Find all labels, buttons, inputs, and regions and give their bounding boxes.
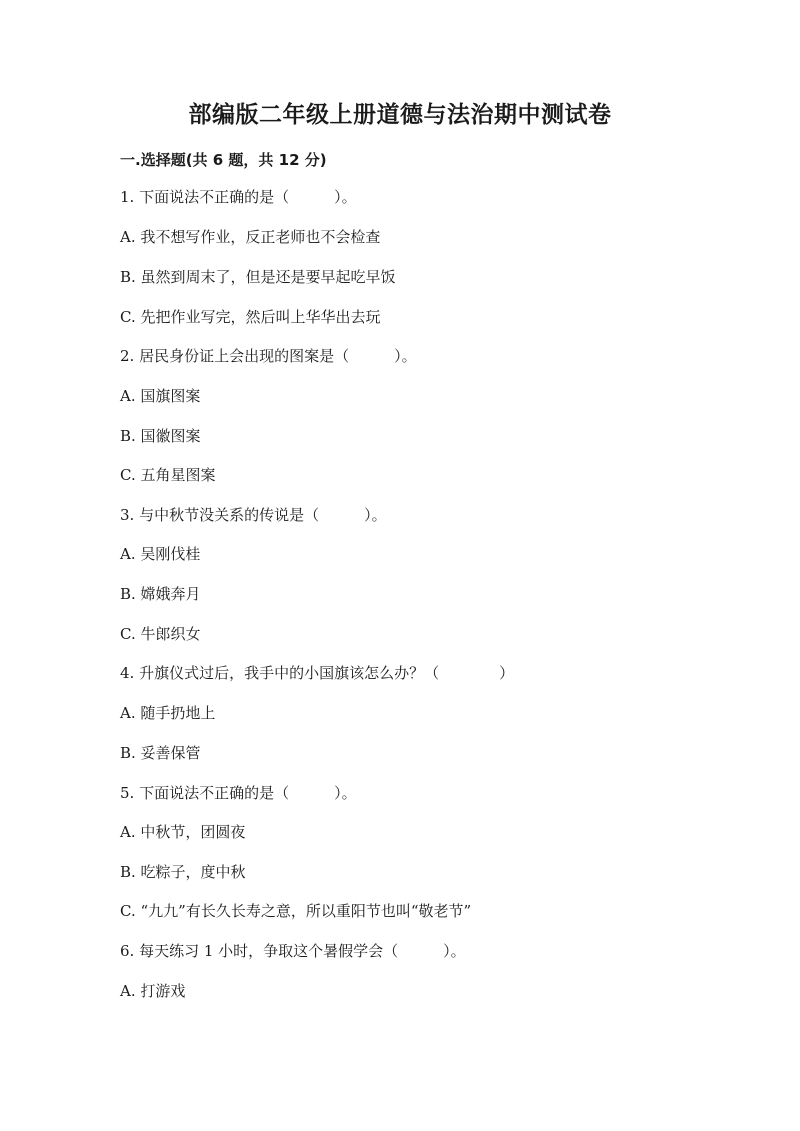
question-stem-4: 4. 升旗仪式过后，我手中的小国旗该怎么办？（ ） [120,664,515,682]
question-3-option-b: B. 嫦娥奔月 [120,585,201,603]
question-5-option-c: C. “九九”有长久长寿之意，所以重阳节也叫“敬老节” [120,902,472,920]
question-4-option-a: A. 随手扔地上 [120,704,216,722]
page-title: 部编版二年级上册道德与法治期中测试卷 [188,102,612,128]
question-stem-2: 2. 居民身份证上会出现的图案是（ ）。 [120,347,417,365]
question-stem-1: 1. 下面说法不正确的是（ ）。 [120,188,357,206]
question-1-option-c: C. 先把作业写完，然后叫上华华出去玩 [120,308,381,326]
question-1-option-b: B. 虽然到周末了，但是还是要早起吃早饭 [120,268,396,286]
question-2-option-b: B. 国徽图案 [120,427,201,445]
question-4-option-b: B. 妥善保管 [120,744,201,762]
section-heading: 一.选择题(共 6 题，共 12 分) [120,151,327,169]
question-3-option-c: C. 牛郎织女 [120,625,201,643]
question-stem-6: 6. 每天练习 1 小时，争取这个暑假学会（ ）。 [120,942,466,960]
question-2-option-c: C. 五角星图案 [120,466,216,484]
question-5-option-a: A. 中秋节，团圆夜 [120,823,246,841]
question-5-option-b: B. 吃粽子，度中秋 [120,863,246,881]
question-1-option-a: A. 我不想写作业，反正老师也不会检查 [120,228,381,246]
question-6-option-a: A. 打游戏 [120,982,186,1000]
question-stem-5: 5. 下面说法不正确的是（ ）。 [120,784,357,802]
question-3-option-a: A. 吴刚伐桂 [120,545,201,563]
question-stem-3: 3. 与中秋节没关系的传说是（ ）。 [120,506,387,524]
question-2-option-a: A. 国旗图案 [120,387,201,405]
